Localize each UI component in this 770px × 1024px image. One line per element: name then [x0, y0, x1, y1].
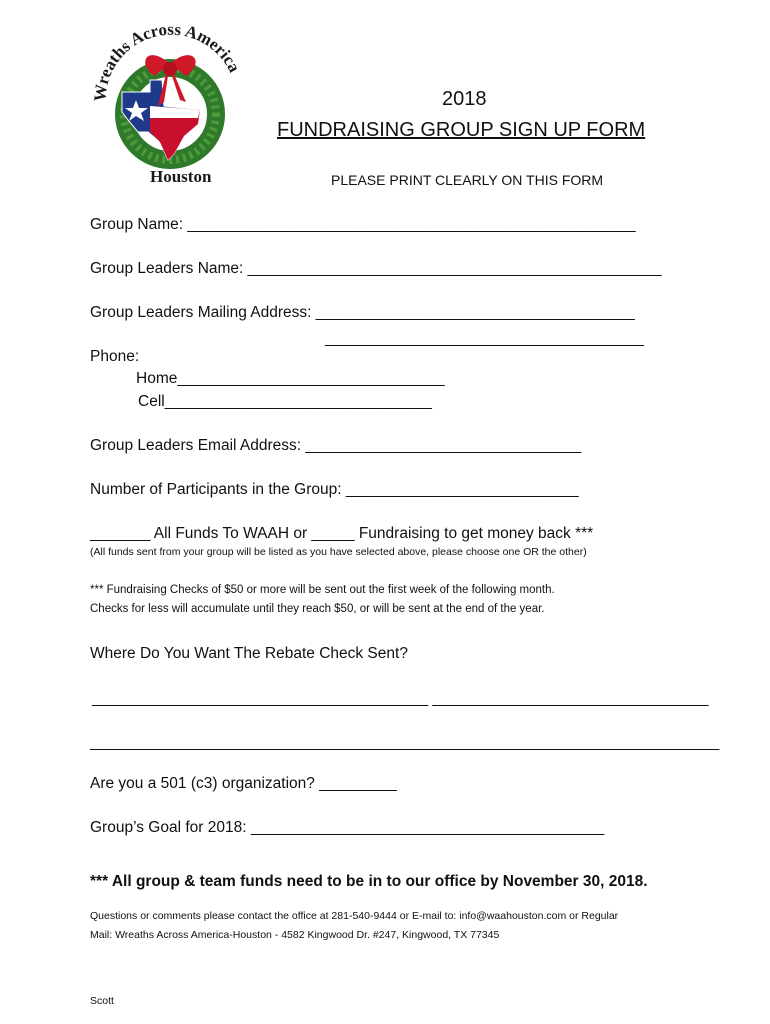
wreaths-across-america-houston-logo	[88, 14, 253, 189]
home-phone-field[interactable]: Home_______________________________	[136, 370, 445, 387]
participants-field[interactable]: Number of Participants in the Group: ___________________________	[90, 481, 579, 498]
logo-top-text: Wreaths Across America	[90, 19, 245, 103]
signature: Scott	[90, 995, 114, 1007]
checks-note-line2: Checks for less will accumulate until they reach $50, or will be sent at the end of the year.	[90, 603, 545, 615]
rebate-address-line2[interactable]: _________________________________________________________________________	[90, 734, 720, 751]
rebate-question: Where Do You Want The Rebate Check Sent?	[90, 645, 408, 662]
contact-line2: Mail: Wreaths Across America-Houston - 4582 Kingwood Dr. #247, Kingwood, TX 77345	[90, 929, 500, 941]
contact-line1: Questions or comments please contact the office at 281-540-9444 or E-mail to: info@waahouston.com or Regular	[90, 910, 619, 922]
checks-note-line1: *** Fundraising Checks of $50 or more will be sent out the first week of the following month.	[90, 584, 555, 596]
rebate-address-line1[interactable]: _______________________________________ ________________________________	[92, 690, 709, 707]
deadline-notice: *** All group & team funds need to be in to our office by November 30, 2018.	[90, 873, 648, 890]
501c3-field[interactable]: Are you a 501 (c3) organization? _________	[90, 775, 397, 792]
funds-choice-field[interactable]: _______ All Funds To WAAH or _____ Fundraising to get money back ***	[90, 525, 594, 542]
mailing-address-field[interactable]: Group Leaders Mailing Address: _____________________________________	[90, 304, 635, 321]
mailing-address-line2[interactable]: _____________________________________	[325, 330, 644, 347]
cell-phone-field[interactable]: Cell_______________________________	[138, 393, 432, 410]
form-title: FUNDRAISING GROUP SIGN UP FORM	[277, 119, 646, 141]
group-name-field[interactable]: Group Name: ____________________________________________________	[90, 216, 636, 233]
group-goal-field[interactable]: Group’s Goal for 2018: _________________________________________	[90, 819, 605, 836]
funds-choice-note: (All funds sent from your group will be listed as you have selected above, please choose one OR the other)	[90, 546, 587, 558]
phone-label: Phone:	[90, 348, 140, 365]
logo-bottom-text: Houston	[150, 167, 212, 186]
group-leaders-name-field[interactable]: Group Leaders Name: ________________________________________________	[90, 260, 662, 277]
print-instruction: PLEASE PRINT CLEARLY ON THIS FORM	[331, 172, 604, 188]
form-year: 2018	[442, 88, 487, 110]
email-field[interactable]: Group Leaders Email Address: ________________________________	[90, 437, 582, 454]
